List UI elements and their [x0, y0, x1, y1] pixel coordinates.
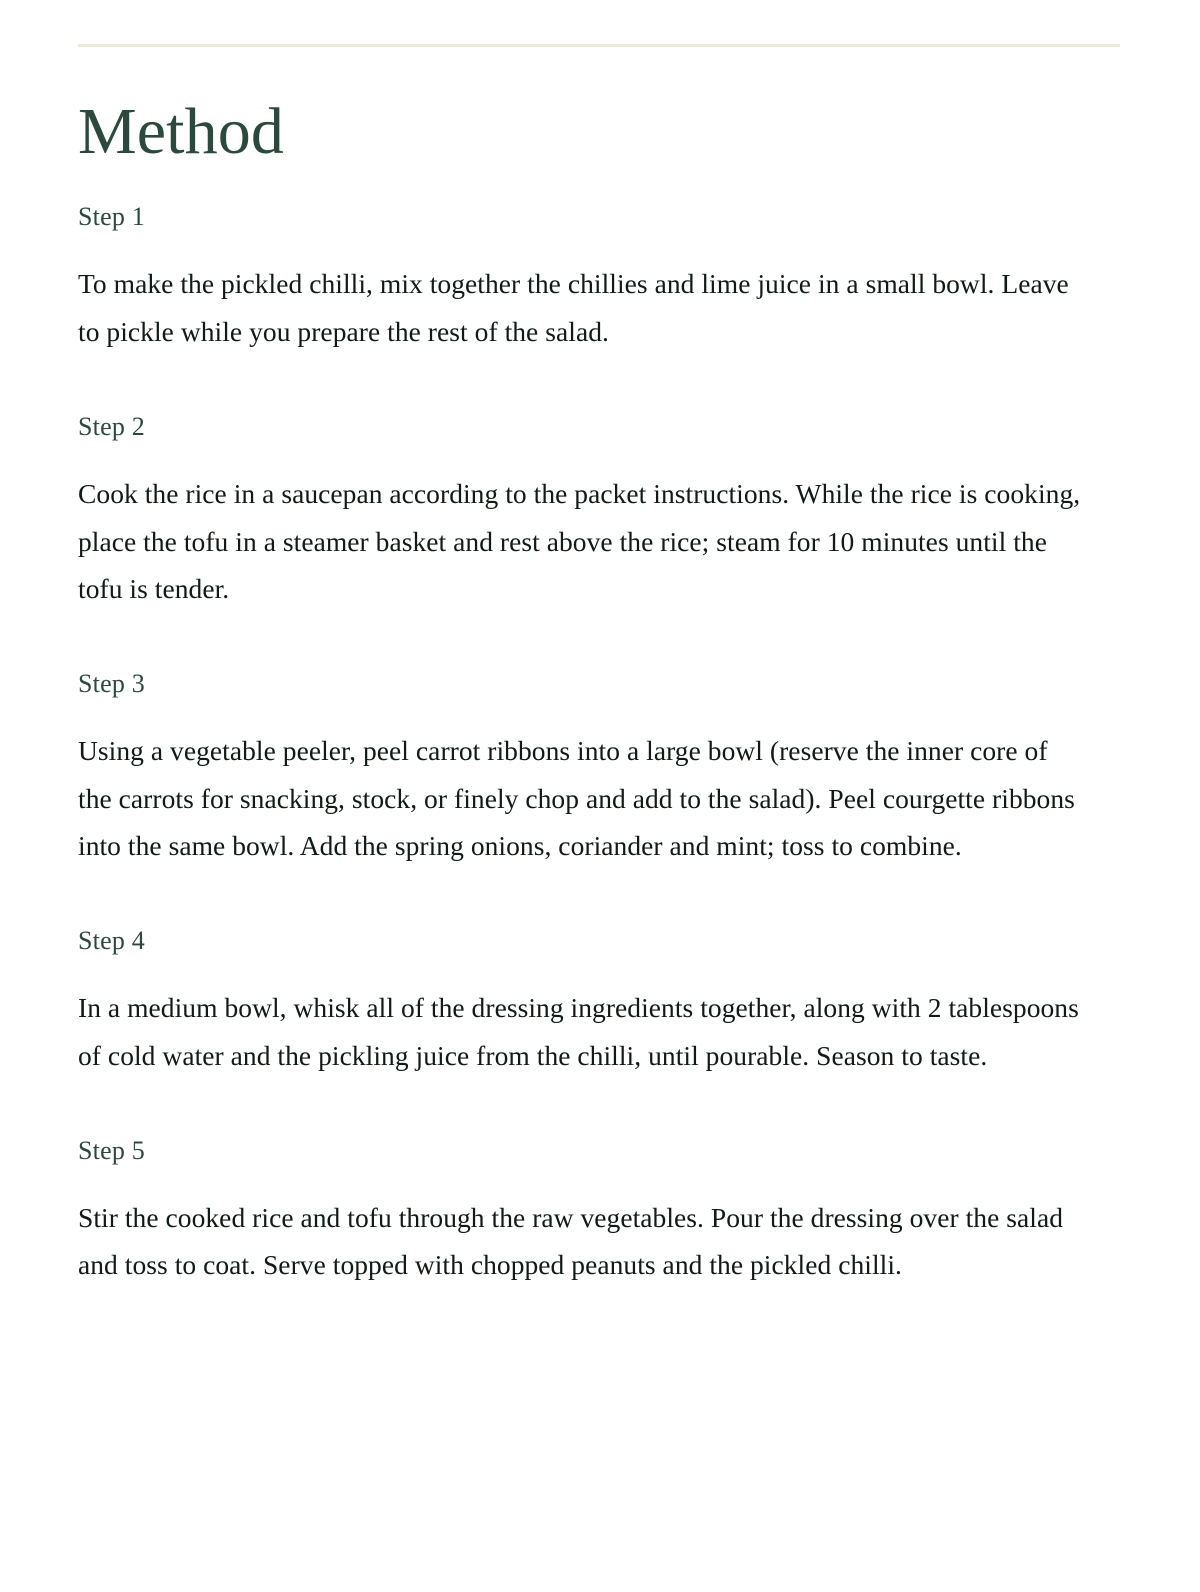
list-item	[78, 201, 1086, 355]
step-label-5: Step 5	[78, 1135, 145, 1165]
list-item	[78, 411, 1086, 612]
list-item	[78, 668, 1086, 869]
list-item	[78, 925, 1086, 1079]
step-text-5: Stir the cooked rice and tofu through the raw vegetables. Pour the dressing over the salad and toss to coat. Serve topped with chopped peanuts and the pickled chilli.	[78, 1202, 1064, 1281]
step-text-2: Cook the rice in a saucepan according to the packet instructions. While the rice is cooking, place the tofu in a steamer basket and rest above the rice; steam for 10 minutes until the tofu is tender.	[78, 478, 1081, 604]
steps-list	[78, 201, 1086, 1289]
step-label-3: Step 3	[78, 669, 145, 699]
list-item	[78, 1135, 1086, 1289]
step-label-4: Step 4	[78, 926, 145, 956]
step-text-4: In a medium bowl, whisk all of the dressing ingredients together, along with 2 tablespoons of cold water and the pickling juice from the chilli, until pourable. Season to taste.	[78, 992, 1079, 1071]
step-label-2: Step 2	[78, 412, 145, 442]
section-divider	[78, 44, 1120, 47]
step-text-1: To make the pickled chilli, mix together the chillies and lime juice in a small bowl. Leave to pickle while you prepare the rest of the salad.	[78, 268, 1069, 347]
method-content	[78, 96, 1086, 1289]
step-label-1: Step 1	[78, 202, 145, 232]
step-text-3: Using a vegetable peeler, peel carrot ribbons into a large bowl (reserve the inner core of the carrots for snacking, stock, or finely chop and add to the salad). Peel courgette ribbons into the same bowl. Add the spring onions, coriander and mint; toss to combine.	[78, 735, 1075, 861]
page-title: Method	[78, 95, 284, 168]
